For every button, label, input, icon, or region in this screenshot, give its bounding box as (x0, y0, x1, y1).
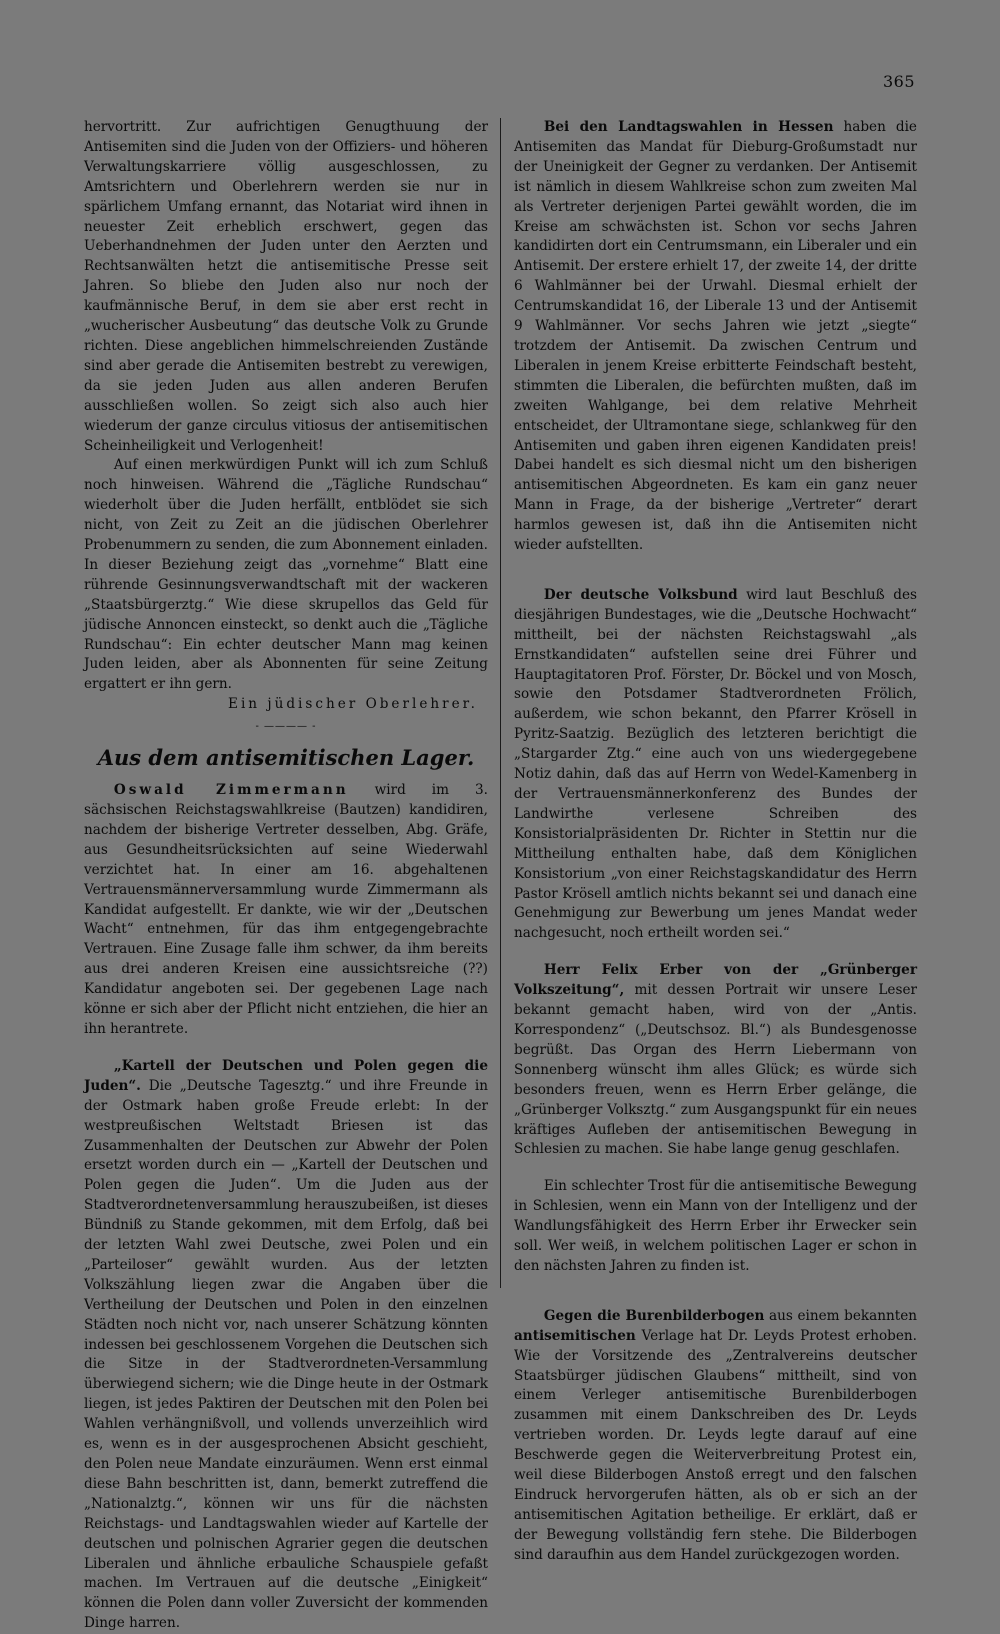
article-buren (514, 1307, 917, 1566)
column-rule (500, 118, 501, 1288)
article-lead: Bei den Landtagswahlen in Hessen (543, 119, 834, 135)
article-lead: antisemitischen (514, 1327, 636, 1344)
separator: - ———— - (255, 721, 317, 733)
section-title: Aus dem antisemitischen Lager. (97, 745, 475, 771)
paragraph-trost: Ein schlechter Trost für die antisemitische Bewegung in Schlesien, wenn ein Mann von der Intelligenz und der Wandlungsfähigkeit des Herrn Erber ihr Erwecker sein soll. Wer weiß, in welchem politischen Lager er schon in den nächsten Jahren zu finden ist. (514, 1178, 917, 1274)
article-lead: Oswald Zimmermann (113, 782, 349, 799)
article-body: wird laut Beschluß des diesjährigen Bundestages, wie die „Deutsche Hochwacht“ mittheilt, bei der nächsten Reichstagswahl „als Ernstkandidaten“ aufstellen seine drei Führer und Hauptagitatoren Prof. Förster, Dr. Böckel und von Mosch, sowie den Potsdamer Stadtverordneten Frölich, außerdem, wie schon bekannt, den Pfarrer Krösell in Pyritz-Saatzig. Bezüglich des letzteren berichtigt die „Stargarder Ztg.“ eine auch von uns wiedergegebene Notiz dahin, daß das auf Herrn von Wedel-Kamenberg in der Vertrauensmännerkonferenz des Bundes der Landwirthe verlesene Schreiben des Konsistorialpräsidenten Dr. Richter in Stettin nur die Mittheilung enthalten habe, daß dem Königlichen Konsistorium „von einer Reichstagskandidatur des Herrn Pastor Krösell amtlich nichts bekannt sei und danach eine Genehmigung zur Bewerbung um jenes Mandat weder nachgesucht, noch ertheilt worden sei.“ (514, 586, 917, 942)
article-lead: Gegen die Burenbilderbogen (543, 1307, 765, 1324)
column-left (84, 118, 488, 1634)
article-body: aus einem bekannten (764, 1307, 917, 1324)
article-erber (514, 961, 917, 1160)
article-zimmermann (84, 781, 488, 1040)
article-body: haben die Antisemiten das Mandat für Dieburg-Großumstadt nur der Uneinigkeit der Gegner zu verdanken. Der Antisemit ist nämlich in diesem Wahlkreise schon zum zweiten Mal als Vertreter derjenigen Partei gewählt worden, die im Kreise am schwächsten ist. Schon vor sechs Jahren kandidirten dort ein Centrumsmann, ein Liberaler und ein Antisemit. Der erstere erhielt 17, der zweite 14, der dritte 6 Wahlmänner bei der Urwahl. Diesmal erhielt der Centrumskandidat 16, der Liberale 13 und der Antisemit 9 Wahlmänner. Vor sechs Jahren wie jetzt „siegte“ trotzdem der Antisemit. Da zwischen Centrum und Liberalen in jenem Kreise erbitterte Feindschaft besteht, stimmten die Liberalen, die befürchten mußten, daß im zweiten Wahlgange, bei dem relative Mehrheit entscheidet, der Ultramontane siege, schlankweg für den Antisemiten und gaben ihren eigenen Kandidaten preis! Dabei handelt es sich diesmal nicht um den bisherigen antisemitischen Abgeordneten. Es kam ein ganz neuer Mann in Frage, da der bisherige „Vertreter“ derart harmlos gewesen ist, daß ihn die Antisemiten nicht wieder aufstellten. (514, 119, 917, 554)
column-right (514, 118, 917, 1566)
article-body: mit dessen Portrait wir unsere Leser bekannt gemacht haben, wird von der „Antis. Korrespondenz“ („Deutschsoz. Bl.“) als Bundesgenosse begrüßt. Das Organ des Herrn Liebermann von Sonnenberg wünscht ihm alles Glück; es würde sich besonders freuen, wenn es Herrn Erber gelänge, die „Grünberger Volksztg.“ zum Ausgangspunkt für ein neues kräftiges Aufleben der antisemitischen Bewegung in Schlesien zu machen. Sie habe lange genug geschlafen. (514, 982, 917, 1158)
article-body: Die „Deutsche Tagesztg.“ und ihre Freunde in der Ostmark haben große Freude erlebt: In der westpreußischen Weltstadt Briesen ist das Zusammenhalten der Deutschen zur Abwehr der Polen ersetzt worden durch ein — „Kartell der Deutschen und Polen gegen die Juden“. Um die Juden aus der Stadtverordnetenversammlung herauszubeißen, ist dieses Bündniß zu Stande gekommen, mit dem Erfolg, daß bei der letzten Wahl zwei Deutsche, zwei Polen und ein „Parteiloser“ gewählt wurden. Aus der letzten Volkszählung liegen zwar die Angaben über die Vertheilung der Deutschen und Polen in den einzelnen Städten noch nicht vor, nach unserer Schätzung könnten indessen bei geschlossenem Vorgehen die Deutschen sich die Sitze in der Stadtverordneten-Versammlung überwiegend sichern; wie die Dinge heute in der Ostmark liegen, ist jedes Paktiren der Deutschen mit den Polen bei Wahlen verhängnißvoll, und vollends unverzeihlich wird es, wenn es in der ausgesprochenen Absicht geschieht, den Polen neue Mandate einzuräumen. Wenn erst einmal diese Bahn beschritten ist, dann, bemerkt zutreffend die „Nationalztg.“, können wir uns für die nächsten Reichstags- und Landtagswahlen wieder auf Kartelle der deutschen und polnischen Agrarier gegen die deutschen Liberalen und ähnliche erbauliche Schauspiele gefaßt machen. Im Vertrauen auf die deutsche „Einigkeit“ können die Polen dann voller Zuversicht der kommenden Dinge harren. (84, 1077, 488, 1632)
page-number: 365 (883, 72, 916, 91)
article-lead: Der deutsche Volksbund (543, 586, 738, 603)
article-lead: „Kartell der Deutschen und Polen gegen die Juden“. (84, 1057, 488, 1094)
article-lead: Herr Felix Erber von der „Grünberger Volkszeitung“, (514, 962, 917, 999)
article-body: wird im 3. sächsischen Reichstagswahlkreise (Bautzen) kandidiren, nachdem der bisherige Vertreter desselben, Abg. Gräfe, aus Gesundheitsrücksichten auf seine Wiederwahl verzichtet hat. In einer am 16. abgehaltenen Vertrauensmännerversammlung wurde Zimmermann als Kandidat aufgestellt. Er dankte, wie wir der „Deutschen Wacht“ entnehmen, für das ihm entgegengebrachte Vertrauen. Eine Zusage falle ihm schwer, da ihm bereits aus drei anderen Kreisen eine aussichtsreiche (??) Kandidatur angeboten sei. Der gegebenen Lage nach könne er sich aber der Pflicht nicht entziehen, die hier an ihn herantrete. (84, 782, 489, 1037)
article-kartell (84, 1057, 488, 1634)
article-hessen (514, 118, 917, 556)
paragraph-continued: hervortritt. Zur aufrichtigen Genugthuung der Antisemiten sind die Juden von der Offiziers- und höheren Verwaltungskarriere völlig ausgeschlossen, zu Amtsrichtern und Oberlehrern werden sie nur in spärlichem Umfang ernannt, das Notariat wird ihnen in neuester Zeit erheblich erschwert, gegen das Ueberhandnehmen der Juden unter den Aerzten und Rechtsanwälten hetzt die antisemitische Presse seit Jahren. So bliebe den Juden also nur noch der kaufmännische Beruf, in dem sie aber erst recht in „wucherischer Ausbeutung“ das deutsche Volk zu Grunde richten. Diese angeblichen himmelschreienden Zustände sind aber gerade die Antisemiten bestrebt zu verewigen, da sie jeden Juden aus allen anderen Berufen ausschließen wollen. So zeigt sich also auch hier wiederum der ganze circulus vitiosus der antisemitischen Scheinheiligkeit und Verlogenheit! (84, 119, 488, 454)
article-volksbund (514, 586, 917, 944)
signature: Ein jüdischer Oberlehrer. (228, 696, 478, 713)
paragraph-rundschau: Auf einen merkwürdigen Punkt will ich zum Schluß noch hinweisen. Während die „Tägliche Rundschau“ wiederholt über die Juden herfällt, entblödet sie sich nicht, von Zeit zu Zeit an die jüdischen Oberlehrer Probenummern zu senden, die zum Abonnement einladen. In dieser Beziehung zeigt das „vornehme“ Blatt eine rührende Gesinnungsverwandtschaft mit der wackeren „Staatsbürgerztg.“ Wie diese skrupellos das Geld für jüdische Annoncen einsteckt, so denkt auch die „Tägliche Rundschau“: Ein echter deutscher Mann mag keinen Juden leiden, aber als Abonnenten für seine Zeitung ergattert er ihn gern. (84, 457, 488, 693)
article-body: Verlage hat Dr. Leyds Protest erhoben. Wie der Vorsitzende des „Zentralvereins deutscher Staatsbürger jüdischen Glaubens“ mittheilt, sind von einem Verleger antisemitische Burenbilderbogen zusammen mit einem Dankschreiben des Dr. Leyds vertrieben worden. Dr. Leyds legte darauf auf eine Beschwerde gegen die Weiterverbreitung Protest ein, weil diese Bilderbogen Anstoß erregt und den falschen Eindruck hervorgerufen hätten, als ob er sich an der antisemitischen Agitation betheilige. Er erklärt, daß er der Bewegung vollständig fern stehe. Die Bilderbogen sind daraufhin aus dem Handel zurückgezogen worden. (514, 1327, 917, 1563)
